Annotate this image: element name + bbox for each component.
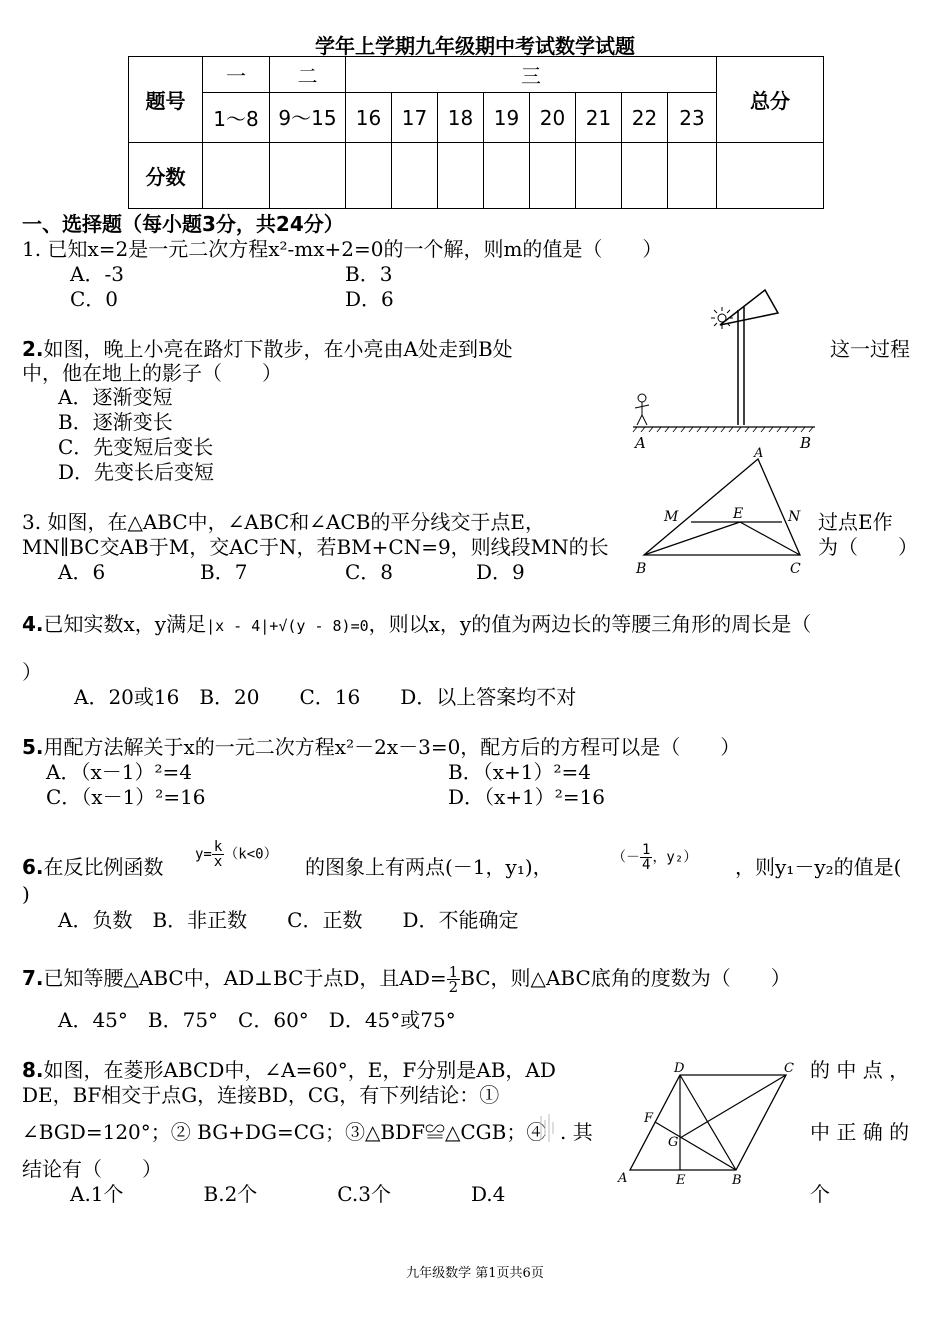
score-cell[interactable]	[392, 143, 438, 209]
q5-option-a: A．（x－1）²=4	[46, 760, 192, 784]
row-label-score: 分数	[129, 143, 203, 209]
q-num: 23	[668, 93, 717, 143]
q3-label-a: A	[754, 446, 764, 461]
q-num: 17	[392, 93, 438, 143]
q1-option-d: D．6	[345, 287, 394, 311]
score-cell[interactable]	[576, 143, 622, 209]
q1-stem: 1. 已知x=2是一元二次方程x²-mx+2=0的一个解，则m的值是（ ）	[22, 237, 663, 261]
q-num: 18	[438, 93, 484, 143]
q4-expression: |x - 4|+√(y - 8)=0	[206, 617, 369, 635]
q4-stem-c: ）	[22, 660, 42, 684]
q8-stem-b: DE，BF相交于点G，连接BD，CG，有下列结论：①	[22, 1083, 500, 1107]
q3-option-b: B．7	[200, 560, 248, 584]
q6-stem-a: 6.在反比例函数	[22, 855, 164, 879]
q3-option-c: C．8	[345, 560, 394, 584]
q8-formula-image	[535, 1112, 557, 1144]
section-2-header: 二	[270, 57, 346, 93]
q8-label-a: A	[618, 1171, 628, 1186]
score-table	[128, 56, 824, 209]
score-cell[interactable]	[668, 143, 717, 209]
q3-label-b: B	[636, 561, 647, 577]
q8-label-e: E	[676, 1173, 686, 1188]
q6-stem-b: 的图象上有两点(－1，y₁)，	[305, 855, 553, 879]
q8-label-f: F	[644, 1111, 654, 1126]
q3-triangle-figure	[630, 445, 815, 580]
q1-option-c: C．0	[70, 287, 119, 311]
q2-option-a: A．逐渐变短	[58, 385, 173, 409]
q2-option-b: B．逐渐变长	[58, 410, 173, 434]
q2-label-b: B	[800, 434, 812, 452]
q3-label-c: C	[790, 561, 801, 577]
q3-stem-c: MN∥BC交AB于M，交AC于N，若BM+CN=9，则线段MN的长	[22, 535, 609, 559]
q6-options: A．负数 B．非正数 C．正数 D．不能确定	[58, 908, 519, 932]
q5-option-b: B．（x+1）²=4	[448, 760, 591, 784]
q-num: 20	[530, 93, 576, 143]
page-title: 学年上学期九年级期中考试数学试题	[315, 34, 635, 58]
score-cell[interactable]	[438, 143, 484, 209]
page-footer: 九年级数学 第1页共6页	[406, 1266, 544, 1281]
q2-option-c: C．先变短后变长	[58, 435, 214, 459]
q5-stem: 5.用配方法解关于x的一元二次方程x²－2x－3=0，配方后的方程可以是（ ）	[22, 735, 741, 759]
range-1: 1～8	[203, 93, 270, 143]
q-num: 19	[484, 93, 530, 143]
q2-stem-a: 2.如图，晚上小亮在路灯下散步，在小亮由A处走到B处	[22, 337, 513, 361]
score-cell[interactable]	[270, 143, 346, 209]
q1-option-a: A．-3	[70, 262, 124, 286]
q3-option-a: A．6	[58, 560, 106, 584]
q8-stem-a: 8.如图，在菱形ABCD中，∠A=60°，E，F分别是AB，AD	[22, 1058, 556, 1082]
section-3-header: 三	[346, 57, 717, 93]
q8-stem-c3: 中 正 确 的	[810, 1120, 910, 1144]
q3-stem-d: 为（ ）	[818, 535, 918, 559]
q3-label-n: N	[788, 509, 801, 525]
q8-stem-c: ∠BGD=120°；② BG+DG=CG；③△BDF≌△CGB；④	[22, 1120, 547, 1144]
q5-option-d: D．（x+1）²=16	[448, 785, 606, 809]
section-1-header: 一	[203, 57, 270, 93]
q6-stem-d: )	[22, 882, 30, 906]
q2-stem-b: 这一过程	[830, 337, 910, 361]
q8-option-end: 个	[810, 1182, 830, 1206]
total-header: 总分	[717, 57, 824, 143]
q3-stem-b: 过点E作	[818, 510, 893, 534]
q1-option-b: B．3	[345, 262, 393, 286]
q8-label-g: G	[668, 1135, 679, 1150]
q6-point: （－ $\frac{1}{4}$ ，y₂）	[612, 842, 698, 873]
q8-stem-c2: . 其	[560, 1120, 593, 1144]
score-cell[interactable]	[530, 143, 576, 209]
q-num: 21	[576, 93, 622, 143]
q8-label-b: B	[732, 1173, 742, 1188]
section-heading: 一、选择题（每小题3分，共24分）	[22, 212, 344, 236]
q8-label-d: D	[674, 1061, 685, 1076]
q-num: 22	[622, 93, 668, 143]
q2-option-d: D．先变长后变短	[58, 460, 215, 484]
q4-stem-a: 4.已知实数x，y满足|x - 4|+√(y - 8)=0，则以x，y的值为两边长的等腰三角形的周长是（	[22, 612, 812, 636]
q2-stem-c: 中，他在地上的影子（ ）	[22, 361, 282, 385]
q2-streetlight-figure	[625, 285, 825, 455]
score-cell[interactable]	[346, 143, 392, 209]
q3-label-e: E	[733, 506, 744, 522]
q8-label-c: C	[784, 1061, 794, 1076]
q6-function: y= $\frac{k}{x}$ （k<0）	[195, 839, 278, 870]
q5-option-c: C．（x－1）²=16	[46, 785, 206, 809]
q8-rhombus-figure	[612, 1058, 812, 1188]
q8-stem-a2: 的 中 点 ，	[810, 1058, 910, 1082]
score-cell[interactable]	[717, 143, 824, 209]
q-num: 16	[346, 93, 392, 143]
score-cell[interactable]	[484, 143, 530, 209]
row-label-number: 题号	[129, 57, 203, 143]
q3-option-d: D．9	[476, 560, 525, 584]
q3-stem-a: 3. 如图，在△ABC中，∠ABC和∠ACB的平分线交于点E，	[22, 510, 546, 534]
q6-stem-c: ，则y₁－y₂的值是(	[735, 855, 902, 879]
score-cell[interactable]	[203, 143, 270, 209]
range-2: 9～15	[270, 93, 346, 143]
q2-label-a: A	[635, 434, 646, 452]
q8-stem-d: 结论有（ ）	[22, 1157, 162, 1181]
q7-options: A．45° B．75° C．60° D．45°或75°	[58, 1008, 456, 1032]
score-cell[interactable]	[622, 143, 668, 209]
q3-label-m: M	[664, 509, 679, 525]
q8-options: A.1个 B.2个 C.3个 D.4	[70, 1182, 506, 1206]
q4-options: A．20或16 B．20 C．16 D．以上答案均不对	[74, 685, 577, 709]
q7-stem: 7.已知等腰△ABC中，AD⊥BC于点D，且AD= $\frac{1}{2}$ BC，则△ABC底角的度数为（ ）	[22, 963, 791, 996]
